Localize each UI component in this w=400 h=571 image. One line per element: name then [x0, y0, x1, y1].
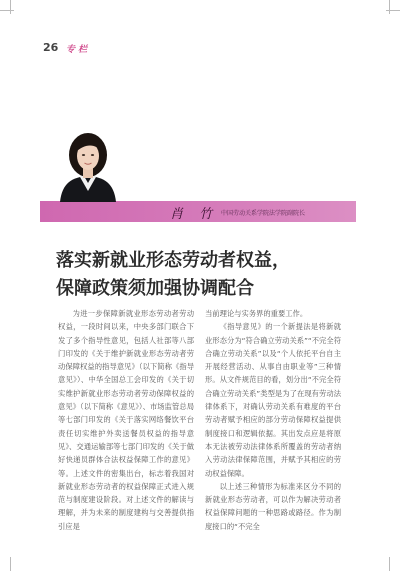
section-label: 专 栏: [66, 45, 88, 55]
crop-mark: [10, 0, 11, 14]
text-column-left: [58, 307, 194, 533]
page-number: 26: [43, 41, 59, 54]
article-title-line: 保障政策须加强协调配合: [56, 278, 254, 299]
portrait-image: [58, 127, 118, 202]
crop-mark: [389, 557, 390, 571]
body-paragraph: 以上述三种情形为标准来区分不同的新就业形态劳动者，可以作为解决劳动者权益保障问题的一种思路或路径。作为制度接口的“不完全: [205, 481, 341, 531]
author-portrait: [58, 127, 118, 202]
crop-mark: [386, 10, 400, 11]
author-title: 中国劳动关系学院法学院副院长: [221, 210, 306, 217]
article-title-line: 落实新就业形态劳动者权益，: [56, 250, 290, 271]
body-paragraph: 《指导意见》的一个新提法是将新就业形态分为“符合确立劳动关系”“不完全符合确立劳动关系”以及“个人依托平台自主开展经营活动、从事自由职业等”三种情形。从文件规范目的看，划分出“不完全符合确立劳动关系”类型是为了在现有劳动法律体系下，对确认劳动关系有难度的平台劳动者赋予相应的部分劳动保障权益提供制度接口和逻辑依据。其出发点应是将原本无法被劳动法律体系所覆盖的劳动者纳入劳动法律保障范围，并赋予其相应的劳动权益保障。: [205, 322, 341, 478]
crop-mark: [0, 10, 14, 11]
author-name: 肖 竹: [170, 207, 219, 222]
body-paragraph: 为进一步保障新就业形态劳动者劳动权益，一段时间以来，中央多部门联合下发了多个指导性意见，包括人社部等八部门印发的《关于维护新就业形态劳动者劳动保障权益的指导意见》（以下简称《指导意见》）、中华全国总工会印发的《关于切实维护新就业形态劳动者劳动保障权益的意见》（以下简称《意见》）、市场监管总局等七部门印发的《关于落实网络餐饮平台责任切实维护外卖送餐员权益的指导意见》、交通运输部等七部门印发的《关于做好快递员群体合法权益保障工作的意见》等。上述文件的密集出台，标志着我国对新就业形态劳动者的权益保障正式进入规范与制度建设阶段。对上述文件的解读与理解，并为未来的制度建构与交善提供指引应是: [58, 309, 194, 531]
body-paragraph: 当前理论与实务界的重要工作。: [205, 309, 308, 318]
article-title: [56, 247, 356, 303]
crop-mark: [389, 0, 390, 14]
crop-mark: [10, 557, 11, 571]
text-column-right: [205, 307, 341, 533]
